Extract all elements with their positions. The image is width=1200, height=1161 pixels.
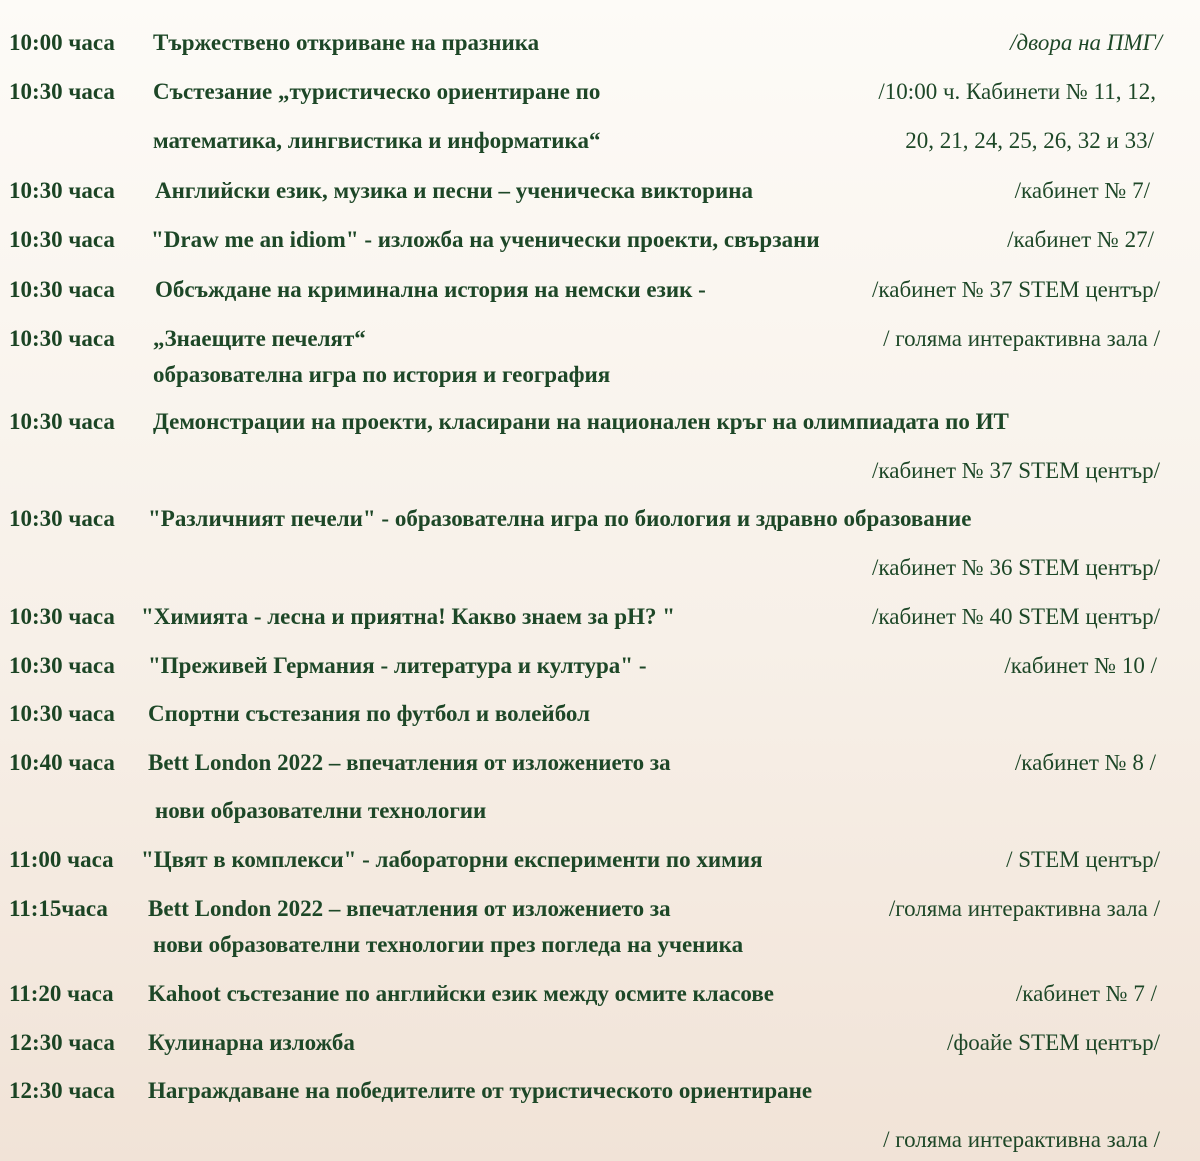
event-location: /кабинет № 36 STEM център/ bbox=[872, 555, 1160, 580]
event-time: 10:30 часа bbox=[9, 326, 115, 351]
event-time: 11:00 часа bbox=[9, 847, 114, 872]
event-title: Английски език, музика и песни – ученическа викторина bbox=[155, 178, 753, 203]
event-time: 11:15часа bbox=[9, 896, 108, 921]
event-title: "Различният печели" - образователна игра по биология и здравно образование bbox=[148, 506, 972, 531]
event-time: 10:30 часа bbox=[9, 653, 115, 678]
schedule-row-continuation bbox=[0, 121, 1200, 161]
schedule-row bbox=[0, 646, 1200, 686]
event-title: Тържествено откриване на празника bbox=[153, 30, 540, 55]
event-title: Състезание „туристическо ориентиране по bbox=[153, 79, 601, 104]
event-time: 10:30 часа bbox=[9, 178, 115, 203]
event-location: /кабинет № 10 / bbox=[1004, 653, 1157, 678]
event-time: 10:40 часа bbox=[9, 750, 115, 775]
schedule-row bbox=[0, 694, 1200, 734]
event-title: "Химията - лесна и приятна! Какво знаем за рН? " bbox=[141, 604, 675, 629]
event-time: 10:30 часа bbox=[9, 277, 115, 302]
event-location: /кабинет № 40 STEM център/ bbox=[872, 604, 1160, 629]
event-location: /кабинет № 7/ bbox=[1014, 178, 1150, 203]
schedule-row-continuation bbox=[0, 925, 1200, 965]
event-location: / голяма интерактивна зала / bbox=[883, 1127, 1160, 1152]
schedule-row bbox=[0, 743, 1200, 783]
event-time: 12:30 часа bbox=[9, 1078, 115, 1103]
event-location: /голяма интерактивна зала / bbox=[888, 896, 1160, 921]
schedule-row bbox=[0, 319, 1200, 359]
event-location-continuation: 20, 21, 24, 25, 26, 32 и 33/ bbox=[905, 128, 1154, 153]
event-title: Награждаване на победителите от туристическото ориентиране bbox=[148, 1078, 813, 1103]
event-time: 10:30 часа bbox=[9, 701, 115, 726]
schedule-row bbox=[0, 597, 1200, 637]
schedule-row bbox=[0, 402, 1200, 442]
schedule-row-continuation bbox=[0, 451, 1200, 491]
event-location: /кабинет № 37 STEM център/ bbox=[872, 458, 1160, 483]
event-time: 10:30 часа bbox=[9, 227, 115, 252]
event-time: 10:30 часа bbox=[9, 604, 115, 629]
schedule-row-continuation bbox=[0, 1120, 1200, 1160]
schedule-row bbox=[0, 1023, 1200, 1063]
event-title: Kahoot състезание по английски език между осмите класове bbox=[148, 981, 774, 1006]
event-time: 12:30 часа bbox=[9, 1030, 115, 1055]
event-title: Демонстрации на проекти, класирани на национален кръг на олимпиадата по ИТ bbox=[153, 409, 1009, 434]
event-title: „Знаещите печелят“ bbox=[153, 326, 366, 351]
event-title: "Draw me an idiom" - изложба на ученически проекти, свързани bbox=[151, 227, 820, 252]
event-title: Bett London 2022 – впечатления от изложението за bbox=[148, 896, 671, 921]
schedule-row-continuation bbox=[0, 791, 1200, 831]
schedule-row bbox=[0, 171, 1200, 211]
event-location: /кабинет № 27/ bbox=[1007, 227, 1154, 252]
schedule-row bbox=[0, 1071, 1200, 1111]
event-location: / STEM център/ bbox=[1006, 847, 1160, 872]
event-title-continuation: нови образователни технологии bbox=[155, 798, 487, 823]
schedule-row-continuation bbox=[0, 548, 1200, 588]
schedule-row bbox=[0, 220, 1200, 260]
schedule-row-continuation bbox=[0, 355, 1200, 395]
event-time: 11:20 часа bbox=[9, 981, 114, 1006]
event-title: Обсъждане на криминална история на немски език - bbox=[155, 277, 706, 302]
event-location: /двора на ПМГ/ bbox=[1010, 30, 1162, 55]
event-location: /кабинет № 7 / bbox=[1015, 981, 1157, 1006]
event-time: 10:30 часа bbox=[9, 506, 115, 531]
event-title-continuation: образователна игра по история и география bbox=[153, 362, 611, 387]
event-title: "Цвят в комплекси" - лабораторни експерименти по химия bbox=[141, 847, 763, 872]
event-title: Bett London 2022 – впечатления от изложението за bbox=[148, 750, 671, 775]
event-location: /кабинет № 37 STEM център/ bbox=[872, 277, 1160, 302]
schedule-row bbox=[0, 889, 1200, 929]
event-time: 10:30 часа bbox=[9, 79, 115, 104]
event-location: /кабинет № 8 / bbox=[1014, 750, 1156, 775]
schedule-row bbox=[0, 23, 1200, 63]
schedule-row bbox=[0, 840, 1200, 880]
schedule-row bbox=[0, 270, 1200, 310]
event-title: "Преживей Германия - литература и култура" - bbox=[148, 653, 647, 678]
schedule-row bbox=[0, 499, 1200, 539]
event-time: 10:00 часа bbox=[9, 30, 115, 55]
event-location: / голяма интерактивна зала / bbox=[883, 326, 1160, 351]
event-location: /10:00 ч. Кабинети № 11, 12, bbox=[878, 79, 1156, 104]
event-location: /фоайе STEM център/ bbox=[946, 1030, 1160, 1055]
event-title-continuation: математика, лингвистика и информатика“ bbox=[153, 128, 601, 153]
schedule-row bbox=[0, 974, 1200, 1014]
schedule-row bbox=[0, 72, 1200, 112]
event-time: 10:30 часа bbox=[9, 409, 115, 434]
event-title: Кулинарна изложба bbox=[148, 1030, 355, 1055]
event-title: Спортни състезания по футбол и волейбол bbox=[148, 701, 590, 726]
event-title-continuation: нови образователни технологии през погледа на ученика bbox=[153, 932, 744, 957]
